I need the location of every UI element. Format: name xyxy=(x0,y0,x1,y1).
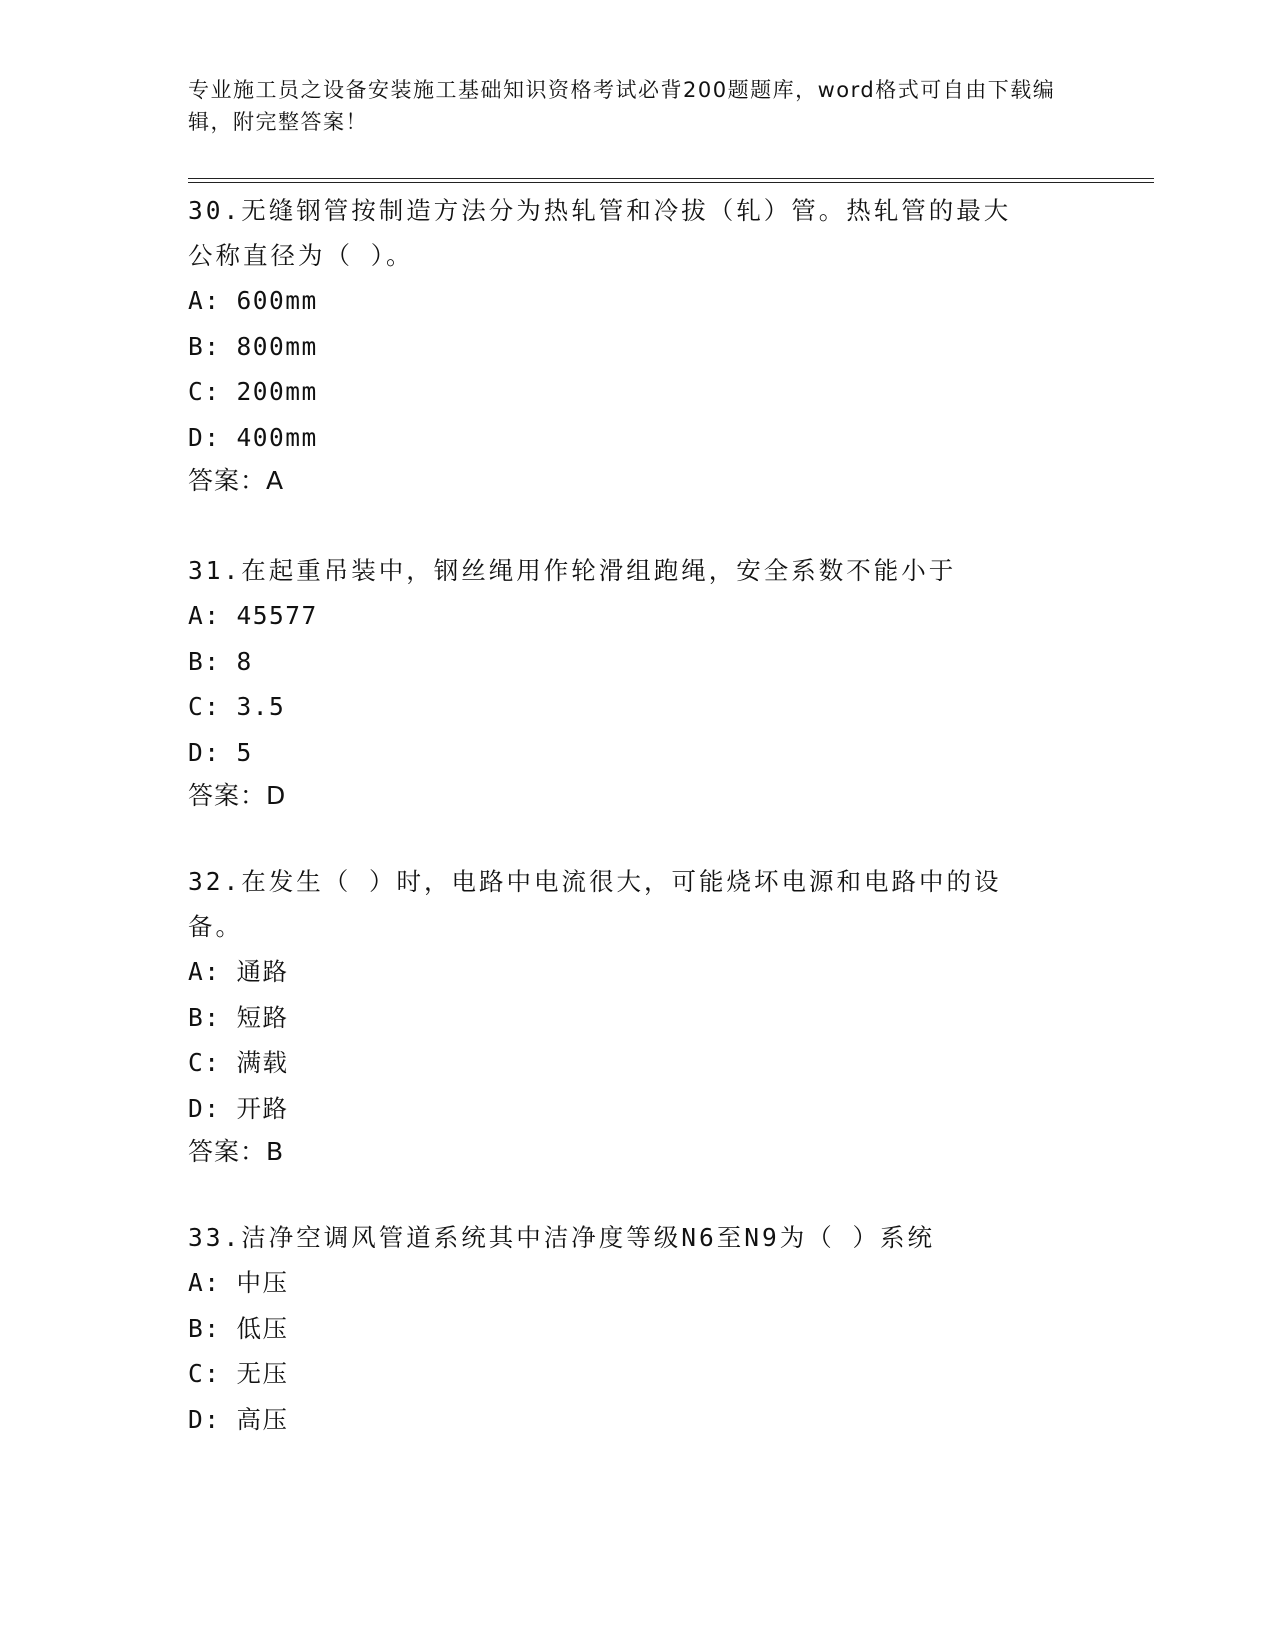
option-b: B: 低压 xyxy=(188,1313,289,1343)
option-text: 8 xyxy=(236,646,253,676)
option-text: 低压 xyxy=(236,1313,289,1343)
option-letter: B xyxy=(188,1002,205,1032)
option-c: C: 3.5 xyxy=(188,692,286,721)
option-d: D: 400mm xyxy=(188,422,318,452)
document-header: 专业施工员之设备安装施工基础知识资格考试必背200题题库，word格式可自由下载编辑，附完整答案！ xyxy=(188,78,1056,134)
option-letter: B xyxy=(188,331,205,361)
option-text: 400mm xyxy=(236,422,318,452)
option-letter: A xyxy=(188,1268,205,1297)
option-letter: C xyxy=(188,377,205,406)
option-d: D: 5 xyxy=(188,737,253,767)
question-stem: 32.在发生（ ）时，电路中电流很大，可能烧坏电源和电路中的设备。 xyxy=(188,867,1002,941)
option-text: 3.5 xyxy=(236,692,286,721)
option-letter: D xyxy=(188,1093,205,1123)
option-text: 600mm xyxy=(236,286,318,315)
option-c: C: 满载 xyxy=(188,1048,289,1077)
answer-label: 答案：A xyxy=(188,466,285,495)
option-letter: C xyxy=(188,1359,205,1388)
question-30 xyxy=(188,188,1088,502)
option-text: 200mm xyxy=(236,377,318,406)
option-text: 无压 xyxy=(236,1359,289,1388)
option-letter: A xyxy=(188,286,205,315)
option-b: B: 800mm xyxy=(188,331,318,361)
question-list xyxy=(188,188,1088,1484)
question-stem: 31.在起重吊装中，钢丝绳用作轮滑组跑绳，安全系数不能小于 xyxy=(188,556,957,585)
header-rule-top xyxy=(188,178,1154,179)
option-a: A: 中压 xyxy=(188,1268,289,1297)
answer-label: 答案：D xyxy=(188,781,287,810)
option-letter: B xyxy=(188,646,205,676)
option-letter: A xyxy=(188,957,205,986)
option-text: 高压 xyxy=(236,1404,289,1434)
option-text: 5 xyxy=(236,737,253,767)
option-c: C: 200mm xyxy=(188,377,318,406)
option-text: 短路 xyxy=(236,1002,289,1032)
option-b: B: 短路 xyxy=(188,1002,289,1032)
question-32 xyxy=(188,859,1088,1173)
option-letter: D xyxy=(188,1404,205,1434)
answer-label: 答案：B xyxy=(188,1137,285,1166)
option-d: D: 高压 xyxy=(188,1404,289,1434)
option-text: 800mm xyxy=(236,331,318,361)
header-rule-bottom xyxy=(188,182,1154,183)
option-a: A: 45577 xyxy=(188,601,318,630)
option-a: A: 600mm xyxy=(188,286,318,315)
option-letter: C xyxy=(188,692,205,721)
option-letter: D xyxy=(188,422,205,452)
option-letter: B xyxy=(188,1313,205,1343)
question-31 xyxy=(188,548,1088,817)
option-d: D: 开路 xyxy=(188,1093,289,1123)
option-letter: C xyxy=(188,1048,205,1077)
option-text: 中压 xyxy=(236,1268,289,1297)
option-c: C: 无压 xyxy=(188,1359,289,1388)
option-letter: D xyxy=(188,737,205,767)
option-letter: A xyxy=(188,601,205,630)
option-text: 通路 xyxy=(236,957,289,986)
option-b: B: 8 xyxy=(188,646,253,676)
question-stem: 33.洁净空调风管道系统其中洁净度等级N6至N9为（ ）系统 xyxy=(188,1223,935,1252)
option-text: 开路 xyxy=(236,1093,289,1123)
option-text: 45577 xyxy=(236,601,318,630)
option-text: 满载 xyxy=(236,1048,289,1077)
option-a: A: 通路 xyxy=(188,957,289,986)
question-stem: 30.无缝钢管按制造方法分为热轧管和冷拔（轧）管。热轧管的最大公称直径为（ ）。 xyxy=(188,196,1012,270)
question-33 xyxy=(188,1215,1088,1442)
